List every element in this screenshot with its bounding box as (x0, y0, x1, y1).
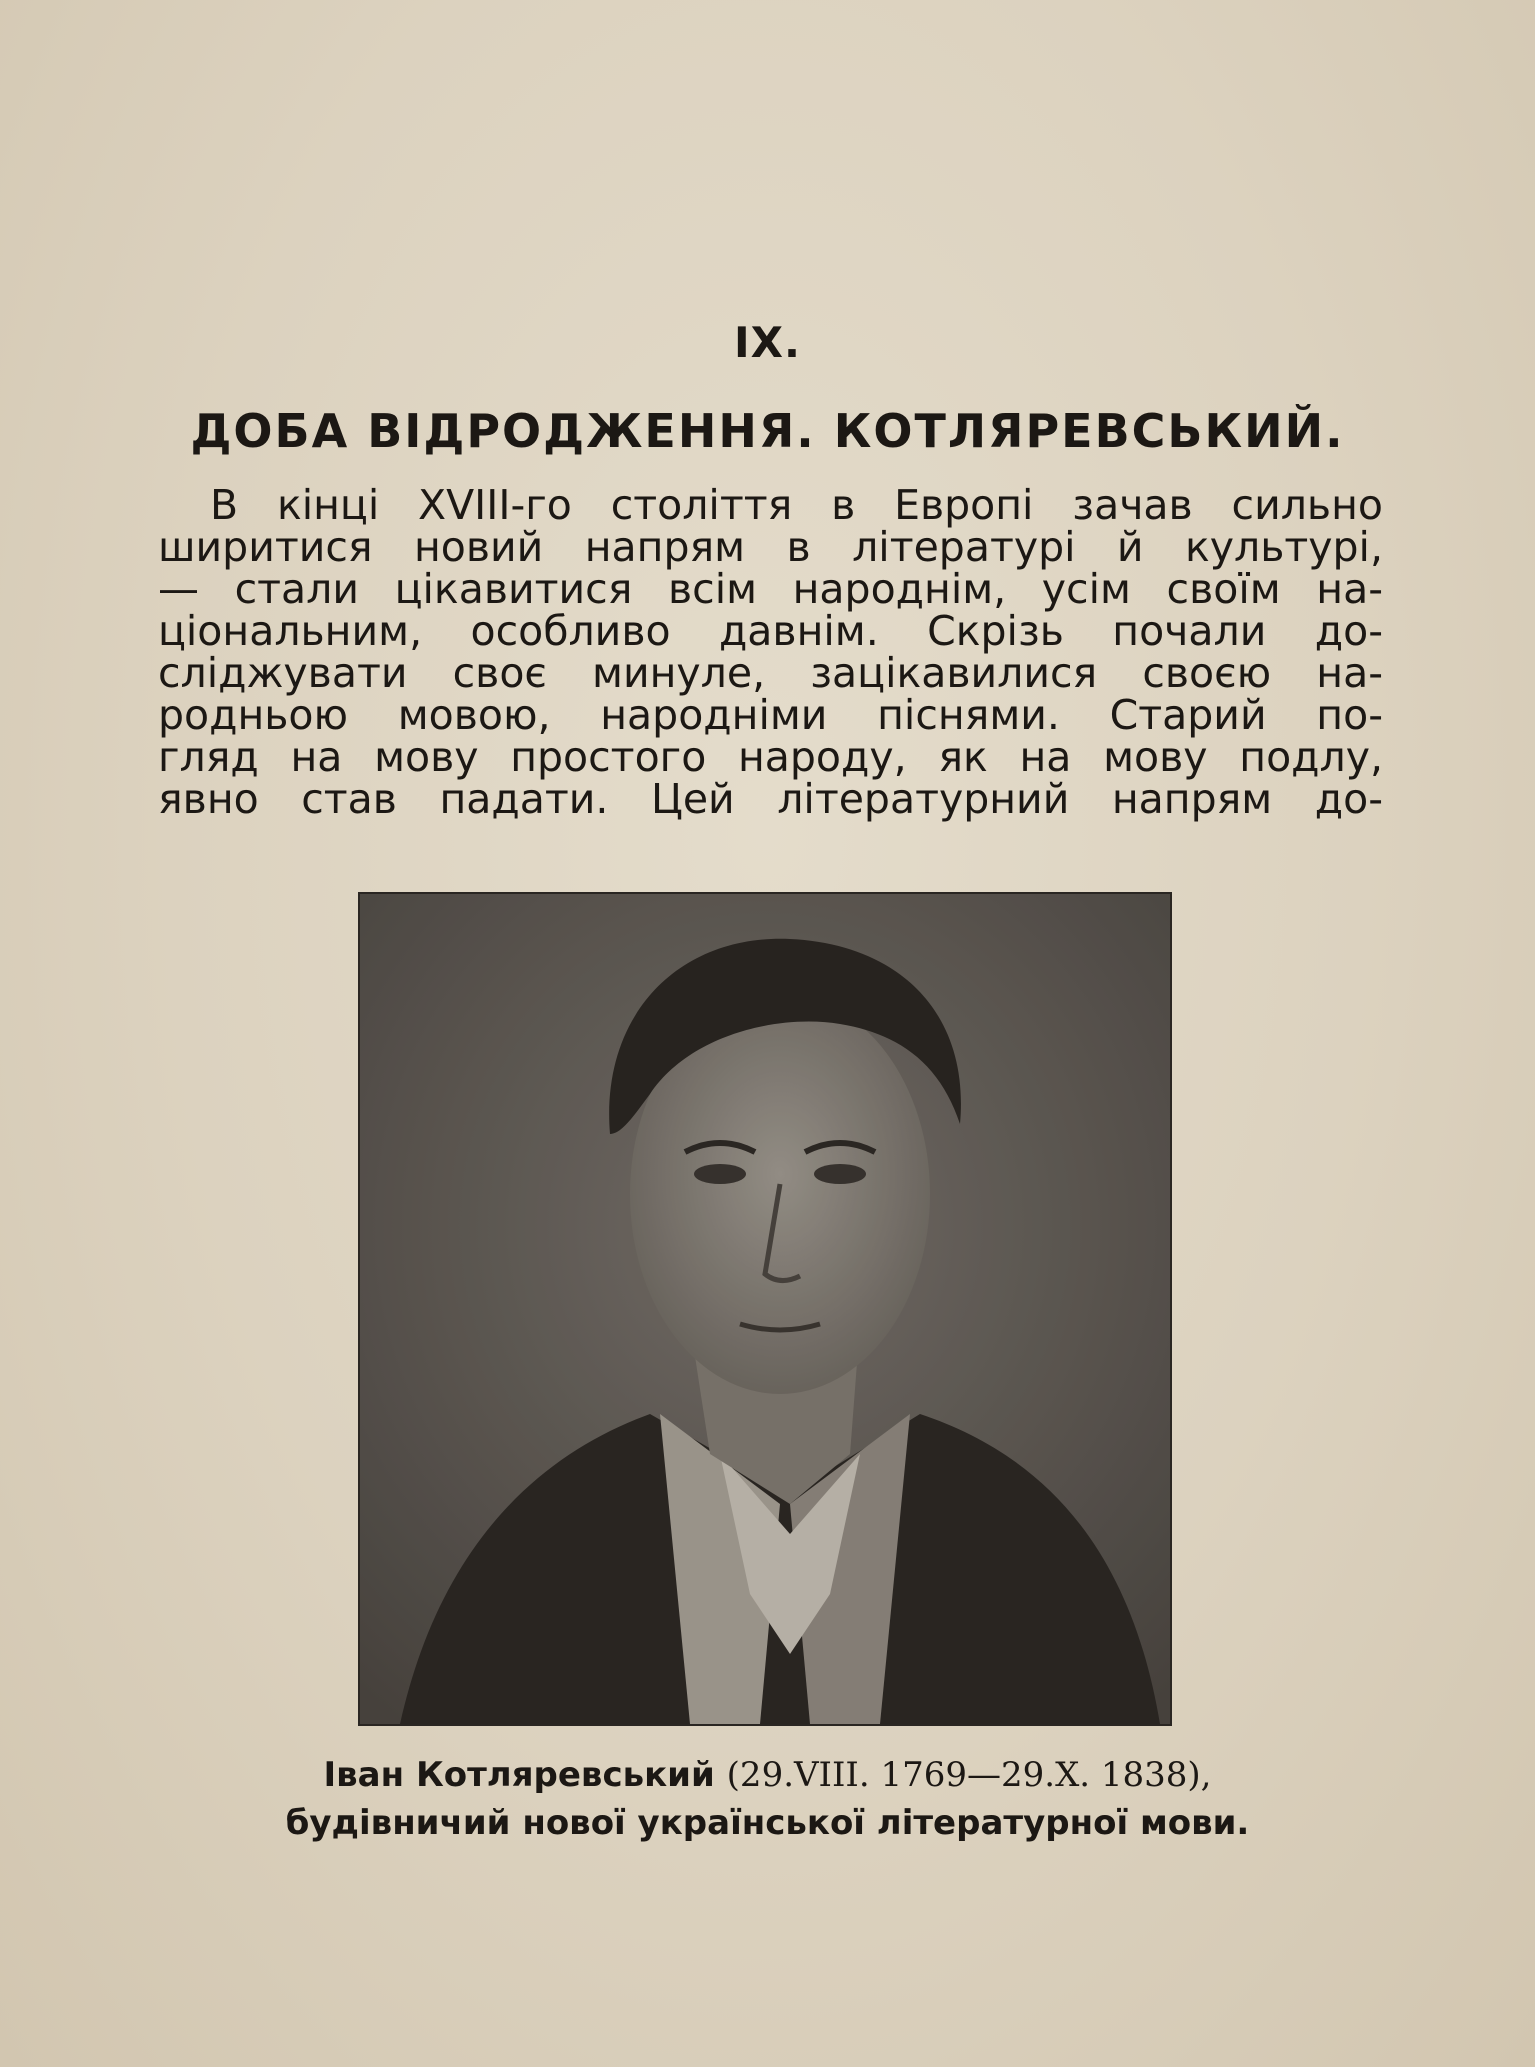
body-line: гляд на мову простого народу, як на мову подлу, (158, 733, 1383, 781)
body-line: ціональним, особливо давнім. Скрізь почали до- (158, 607, 1383, 655)
chapter-number: IX. (734, 318, 801, 367)
body-line: В кінці XVIII-го століття в Европі зачав сильно (210, 481, 1383, 529)
figure-caption-subtitle: будівничий нової української літературної мови. (285, 1803, 1250, 1843)
caption-name: Іван Котляревський (323, 1755, 715, 1795)
body-line: — стали цікавитися всім народнім, усім своїм на- (158, 565, 1383, 613)
body-line: явно став падати. Цей літературний напрям до- (158, 775, 1383, 823)
portrait-image (358, 892, 1172, 1726)
body-paragraph (158, 481, 1383, 823)
chapter-title: ДОБА ВІДРОДЖЕННЯ. КОТЛЯРЕВСЬКИЙ. (190, 404, 1345, 458)
body-line: ширитися новий напрям в літературі й культурі, (158, 523, 1383, 571)
portrait-icon (360, 894, 1170, 1724)
caption-dates: (29.VIII. 1769—29.X. 1838), (726, 1755, 1212, 1795)
figure-caption (0, 1755, 1535, 1795)
body-line: сліджувати своє минуле, зацікавилися своєю на- (158, 649, 1383, 697)
body-line: родньою мовою, народніми піснями. Старий по- (158, 691, 1383, 739)
